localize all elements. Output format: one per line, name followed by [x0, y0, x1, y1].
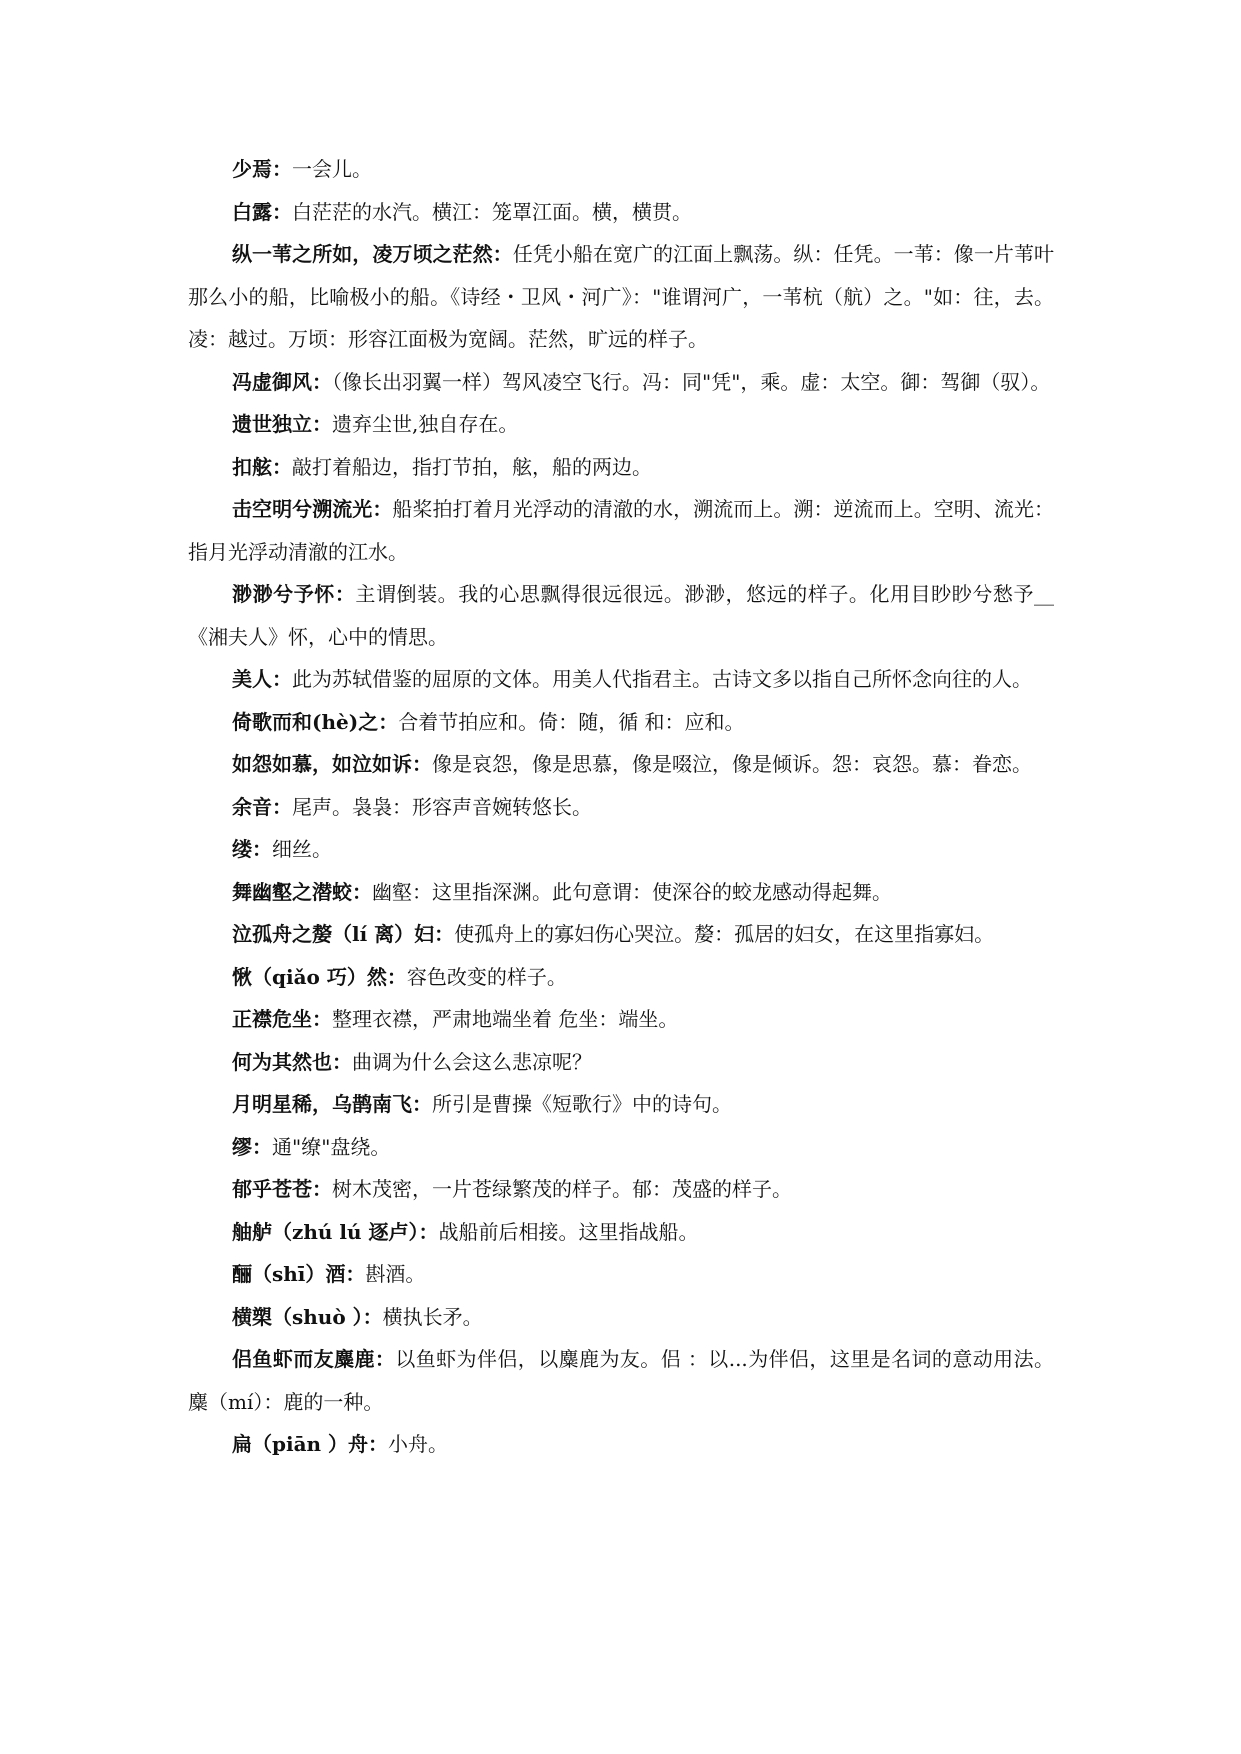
- annotation-entry: [188, 361, 1054, 404]
- entry-term: 扁（piān ）舟：: [232, 1432, 389, 1456]
- entry-definition: （像长出羽翼一样）驾风凌空飞行。冯：同"凭"，乘。虚：太空。御：驾御（驭）。: [332, 369, 1051, 394]
- entry-term: 舳舻（zhú lú 逐卢）：: [232, 1219, 439, 1244]
- entry-definition: 战船前后相接。这里指战船。: [438, 1219, 699, 1244]
- entry-term: 余音：: [232, 794, 292, 819]
- entry-definition: 白茫茫的水汽。横江：笼罩江面。横，横贯。: [292, 199, 692, 224]
- entry-definition: 细丝。: [272, 837, 332, 861]
- entry-definition: 主谓倒装。我的心思飘得很远很远。渺渺，悠远的样子。化用目眇眇兮愁予__《湘夫人》怀，心中的情思。: [188, 582, 1055, 649]
- annotation-entry: [188, 786, 1054, 829]
- entry-term: 月明星稀，乌鹊南飞：: [232, 1092, 432, 1116]
- entry-term: 横槊（shuò ）：: [232, 1304, 383, 1329]
- entry-term: 冯虚御风：: [232, 369, 332, 394]
- entry-definition: 遗弃尘世,独自存在。: [332, 412, 519, 436]
- annotation-entry: [188, 1211, 1054, 1254]
- entry-term: 渺渺兮予怀：: [232, 582, 356, 606]
- annotation-entry: [188, 871, 1054, 914]
- annotation-entry: [188, 828, 1054, 871]
- entry-term: 白露：: [232, 199, 292, 224]
- entry-term: 美人：: [232, 667, 292, 691]
- annotation-entry: [188, 403, 1054, 446]
- entry-term: 少焉：: [232, 157, 292, 181]
- annotation-entry: [188, 488, 1054, 573]
- entry-term: 舞幽壑之潜蛟：: [232, 879, 372, 904]
- entry-term: 正襟危坐：: [232, 1007, 332, 1031]
- annotation-entry: [188, 191, 1054, 234]
- annotation-entry: [188, 956, 1054, 999]
- entry-term: 酾（shī）酒：: [232, 1262, 366, 1286]
- entry-term: 泣孤舟之嫠（lí 离）妇：: [232, 922, 455, 946]
- entry-term: 侣鱼虾而友麋鹿：: [232, 1347, 396, 1371]
- annotation-entry: [188, 701, 1054, 744]
- annotation-entry: [188, 913, 1054, 956]
- annotation-entry: [188, 573, 1054, 658]
- entry-term: 遗世独立：: [232, 412, 332, 436]
- annotation-entry: [188, 233, 1054, 361]
- entry-definition: 船桨拍打着月光浮动的清澈的水，溯流而上。溯：逆流而上。空明、流光：指月光浮动清澈的江水。: [188, 497, 1055, 564]
- annotation-entry: [188, 1296, 1054, 1339]
- entry-definition: 所引是曹操《短歌行》中的诗句。: [432, 1092, 732, 1116]
- entry-definition: 树木茂密，一片苍绿繁茂的样子。郁：茂盛的样子。: [332, 1177, 792, 1201]
- entry-term: 倚歌而和(hè)之：: [232, 709, 399, 734]
- entry-definition: 斟酒。: [365, 1262, 426, 1286]
- entry-definition: 整理衣襟，严肃地端坐着 危坐：端坐。: [332, 1007, 679, 1031]
- entry-definition: 一会儿。: [292, 157, 372, 181]
- entry-definition: 使孤舟上的寡妇伤心哭泣。嫠：孤居的妇女，在这里指寡妇。: [454, 922, 995, 946]
- entry-definition: 任凭小船在宽广的江面上飘荡。纵：任凭。一苇：像一片苇叶那么小的船，比喻极小的船。《诗经・卫风・河广》："谁谓河广，一苇杭（航）之。"如：往，去。凌：越过。万顷：形容江面极为宽阔。茫然，旷远的样子。: [188, 242, 1055, 351]
- annotation-entry: [188, 446, 1054, 489]
- entry-term: 缕：: [232, 837, 272, 861]
- entry-term: 何为其然也：: [232, 1049, 352, 1074]
- entry-definition: 通"缭"盘绕。: [272, 1134, 391, 1159]
- entry-definition: 横执长矛。: [382, 1304, 483, 1329]
- entry-term: 击空明兮溯流光：: [232, 497, 393, 521]
- entry-term: 愀（qiǎo 巧）然：: [232, 964, 407, 989]
- annotation-entry: [188, 1338, 1054, 1423]
- entry-definition: 以鱼虾为伴侣，以麋鹿为友。侣 ：以...为伴侣，这里是名词的意动用法。麋（mí）：鹿的一种。: [188, 1347, 1054, 1414]
- entry-definition: 像是哀怨，像是思慕，像是啜泣，像是倾诉。怨：哀怨。慕：眷恋。: [432, 752, 1032, 776]
- annotation-entry: [188, 658, 1054, 701]
- entry-definition: 容色改变的样子。: [406, 964, 567, 989]
- annotation-entry: [188, 998, 1054, 1041]
- entry-term: 扣舷：: [232, 454, 292, 479]
- entry-definition: 敲打着船边，指打节拍，舷，船的两边。: [292, 454, 652, 479]
- annotation-entry: [188, 1423, 1054, 1466]
- document-page: [188, 148, 1054, 1466]
- entry-term: 郁乎苍苍：: [232, 1177, 332, 1201]
- annotation-entry: [188, 743, 1054, 786]
- entry-definition: 幽壑：这里指深渊。此句意谓：使深谷的蛟龙感动得起舞。: [372, 879, 892, 904]
- entry-definition: 合着节拍应和。倚：随，循 和：应和。: [398, 709, 745, 734]
- entry-term: 缪：: [232, 1134, 272, 1159]
- annotation-entry: [188, 1253, 1054, 1296]
- entry-definition: 曲调为什么会这么悲凉呢？: [352, 1049, 592, 1074]
- annotation-entry: [188, 148, 1054, 191]
- entry-definition: 此为苏轼借鉴的屈原的文体。用美人代指君主。古诗文多以指自己所怀念向往的人。: [292, 667, 1032, 691]
- annotation-entry: [188, 1168, 1054, 1211]
- entry-term: 如怨如慕，如泣如诉：: [232, 752, 432, 776]
- entry-definition: 尾声。袅袅：形容声音婉转悠长。: [292, 794, 592, 819]
- annotation-entry: [188, 1083, 1054, 1126]
- entry-definition: 小舟。: [388, 1432, 449, 1456]
- annotation-entry: [188, 1126, 1054, 1169]
- annotation-entry: [188, 1041, 1054, 1084]
- entry-term: 纵一苇之所如，凌万顷之茫然：: [232, 242, 513, 266]
